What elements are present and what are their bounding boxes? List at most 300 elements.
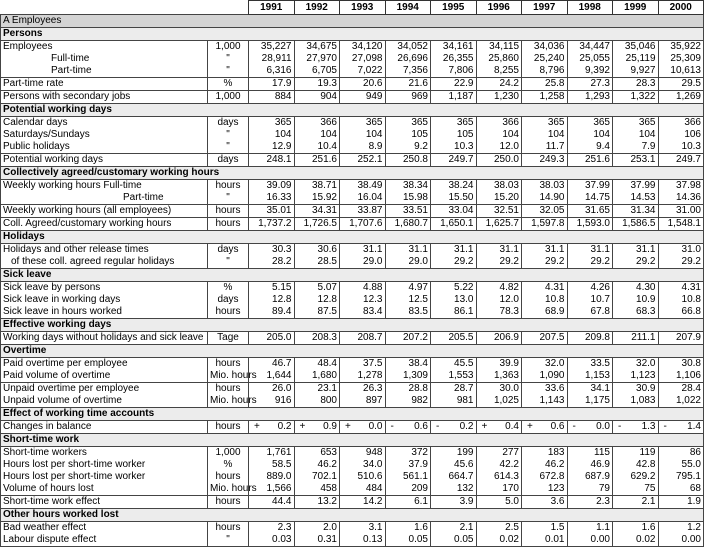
row-label: Working days without holidays and sick leave [1, 332, 208, 345]
section-title: Sick leave [1, 269, 704, 282]
value-cell: 4.26 [567, 282, 613, 295]
year-header: 1994 [385, 1, 431, 15]
value-cell: 29.2 [476, 256, 522, 269]
value-cell: 2.0 [294, 522, 340, 535]
value-cell: 28.4 [658, 383, 704, 396]
value-cell [476, 421, 522, 434]
value-cell: 8,255 [476, 65, 522, 78]
value-cell [658, 421, 704, 434]
value-cell: 1,269 [658, 91, 704, 104]
value-cell: 0.02 [613, 534, 659, 547]
table-row [1, 129, 704, 141]
value-cell [340, 421, 386, 434]
section-title: Short-time work [1, 434, 704, 447]
value-cell: 33.04 [431, 205, 477, 218]
table-row [1, 496, 704, 509]
value: 0.6 [414, 421, 428, 432]
section-header-row [1, 509, 704, 522]
value-cell: 78.3 [476, 306, 522, 319]
value-cell: 1,553 [431, 370, 477, 383]
value-cell: 38.34 [385, 180, 431, 193]
value-cell: 7,806 [431, 65, 477, 78]
value-cell: 32.05 [522, 205, 568, 218]
value-cell: 17.9 [249, 78, 295, 91]
value-cell: 1,293 [567, 91, 613, 104]
value-cell: 16.04 [340, 192, 386, 205]
value-cell: 29.2 [613, 256, 659, 269]
value-cell: 35,227 [249, 41, 295, 54]
value-cell: 249.7 [431, 154, 477, 167]
value-cell: 25,309 [658, 53, 704, 65]
value-cell: 5.0 [476, 496, 522, 509]
value-cell: 0.05 [431, 534, 477, 547]
value-cell: 14.75 [567, 192, 613, 205]
value-cell: 365 [340, 117, 386, 130]
table-row [1, 447, 704, 460]
value-cell: 3.1 [340, 522, 386, 535]
value-cell: 87.5 [294, 306, 340, 319]
value-cell: 211.1 [613, 332, 659, 345]
value-cell: 104 [613, 129, 659, 141]
section-title: Collectively agreed/customary working hours [1, 167, 704, 180]
value-cell: 614.3 [476, 471, 522, 483]
value-cell: 248.1 [249, 154, 295, 167]
value-cell: 1,625.7 [476, 218, 522, 231]
value-cell: 42.8 [613, 459, 659, 471]
value-cell: 208.7 [340, 332, 386, 345]
value-cell: 34,120 [340, 41, 386, 54]
value-cell: 38.4 [385, 358, 431, 371]
row-unit: % [208, 459, 249, 471]
value-cell: 34,447 [567, 41, 613, 54]
section-header-row [1, 434, 704, 447]
table-row [1, 65, 704, 78]
value-cell: 3.9 [431, 496, 477, 509]
year-header: 2000 [658, 1, 704, 15]
value-cell: 209 [385, 483, 431, 496]
sign: + [345, 421, 351, 432]
value-cell: 34,675 [294, 41, 340, 54]
value-cell: 1,593.0 [567, 218, 613, 231]
value-cell: 365 [567, 117, 613, 130]
value-cell: 37.99 [613, 180, 659, 193]
header-blank [208, 1, 249, 15]
value-cell: 86.1 [431, 306, 477, 319]
table-row [1, 471, 704, 483]
value-cell: 1,022 [658, 395, 704, 408]
main-section-title: A Employees [1, 15, 704, 28]
value-cell: 28.5 [294, 256, 340, 269]
value-cell: 12.3 [340, 294, 386, 306]
value-cell: 48.4 [294, 358, 340, 371]
value-cell: 6,705 [294, 65, 340, 78]
value-cell: 31.1 [385, 244, 431, 257]
value-cell [385, 421, 431, 434]
value-cell: 28.3 [613, 78, 659, 91]
value-cell: 30.0 [476, 383, 522, 396]
value-cell: 7.9 [613, 141, 659, 154]
section-header-row [1, 231, 704, 244]
value-cell: 12.5 [385, 294, 431, 306]
value-cell [567, 421, 613, 434]
value-cell: 37.99 [567, 180, 613, 193]
value-cell: 83.5 [385, 306, 431, 319]
row-unit: hours [208, 522, 249, 535]
year-header: 1991 [249, 1, 295, 15]
section-header-row [1, 319, 704, 332]
row-label: Short-time work effect [1, 496, 208, 509]
value-cell: 4.31 [658, 282, 704, 295]
value-cell: 207.5 [522, 332, 568, 345]
section-header-row [1, 269, 704, 282]
value: 0.9 [323, 421, 337, 432]
value-cell: 29.2 [658, 256, 704, 269]
header-blank [1, 1, 208, 15]
value-cell: 34,161 [431, 41, 477, 54]
value-cell: 30.6 [294, 244, 340, 257]
table-row [1, 395, 704, 408]
value-cell: 38.03 [522, 180, 568, 193]
value-cell: 25.8 [522, 78, 568, 91]
value-cell: 4.97 [385, 282, 431, 295]
value-cell: 31.1 [613, 244, 659, 257]
table-row [1, 294, 704, 306]
value-cell: 897 [340, 395, 386, 408]
value-cell: 916 [249, 395, 295, 408]
value-cell: 4.31 [522, 282, 568, 295]
value-cell: 2.1 [431, 522, 477, 535]
value-cell: 252.1 [340, 154, 386, 167]
value-cell: 33.51 [385, 205, 431, 218]
value-cell: 33.87 [340, 205, 386, 218]
value-cell: 25,860 [476, 53, 522, 65]
value-cell: 10.4 [294, 141, 340, 154]
value-cell: 251.6 [294, 154, 340, 167]
value-cell: 14.53 [613, 192, 659, 205]
value-cell: 2.5 [476, 522, 522, 535]
value-cell: 24.2 [476, 78, 522, 91]
section-header-row [1, 167, 704, 180]
value: 0.2 [459, 421, 474, 432]
value-cell: 800 [294, 395, 340, 408]
value-cell: 67.8 [567, 306, 613, 319]
main-section-row [1, 15, 704, 28]
value-cell: 0.00 [658, 534, 704, 547]
value-cell: 4.82 [476, 282, 522, 295]
value-cell: 12.8 [294, 294, 340, 306]
row-label: Part-time [1, 192, 208, 205]
value-cell: 10.7 [567, 294, 613, 306]
row-label: Saturdays/Sundays [1, 129, 208, 141]
value-cell: 35,046 [613, 41, 659, 54]
sign: - [436, 421, 440, 432]
sign: - [572, 421, 576, 432]
row-unit: days [208, 154, 249, 167]
value-cell: 484 [340, 483, 386, 496]
row-label: Unpaid overtime per employee [1, 383, 208, 396]
value-cell: 39.09 [249, 180, 295, 193]
value-cell: 31.65 [567, 205, 613, 218]
row-label: Hours lost per short-time worker [1, 471, 208, 483]
value-cell: 15.92 [294, 192, 340, 205]
value-cell: 0.05 [385, 534, 431, 547]
table-row [1, 192, 704, 205]
value-cell: 6.1 [385, 496, 431, 509]
table-row [1, 218, 704, 231]
value-cell: 249.3 [522, 154, 568, 167]
value-cell: 35,922 [658, 41, 704, 54]
row-label: Bad weather effect [1, 522, 208, 535]
value-cell: 23.1 [294, 383, 340, 396]
value-cell: 34,115 [476, 41, 522, 54]
value-cell: 68.3 [613, 306, 659, 319]
value-cell: 1,680 [294, 370, 340, 383]
value-cell: 106 [658, 129, 704, 141]
value-cell: 104 [249, 129, 295, 141]
table-row [1, 282, 704, 295]
value-cell: 8,796 [522, 65, 568, 78]
value-cell: 1,597.8 [522, 218, 568, 231]
value-cell: 28.2 [249, 256, 295, 269]
value-cell: 1.6 [385, 522, 431, 535]
value-cell: 981 [431, 395, 477, 408]
value-cell: 904 [294, 91, 340, 104]
value-cell: 38.03 [476, 180, 522, 193]
table-row [1, 383, 704, 396]
value-cell: 889.0 [249, 471, 295, 483]
value-cell: 55.0 [658, 459, 704, 471]
value-cell: 366 [476, 117, 522, 130]
row-unit: days [208, 244, 249, 257]
value-cell: 2.3 [567, 496, 613, 509]
year-header: 1999 [613, 1, 659, 15]
value-cell: 9.4 [567, 141, 613, 154]
value-cell: 5.07 [294, 282, 340, 295]
value-cell: 1,175 [567, 395, 613, 408]
value-cell: 0.13 [340, 534, 386, 547]
value-cell: 1,143 [522, 395, 568, 408]
value-cell: 207.2 [385, 332, 431, 345]
value-cell: 1,322 [613, 91, 659, 104]
value-cell: 6,316 [249, 65, 295, 78]
row-unit: days [208, 117, 249, 130]
table-row [1, 141, 704, 154]
section-header-row [1, 28, 704, 41]
value-cell: 1,707.6 [340, 218, 386, 231]
value-cell: 37.9 [385, 459, 431, 471]
sign: - [618, 421, 622, 432]
value-cell: 653 [294, 447, 340, 460]
value-cell: 33.5 [567, 358, 613, 371]
value-cell: 183 [522, 447, 568, 460]
value-cell: 10.9 [613, 294, 659, 306]
value-cell: 34.0 [340, 459, 386, 471]
value-cell: 46.9 [567, 459, 613, 471]
section-title: Effective working days [1, 319, 704, 332]
row-label: Hours lost per short-time worker [1, 459, 208, 471]
value-cell: 21.6 [385, 78, 431, 91]
row-unit: " [208, 534, 249, 547]
row-unit: " [208, 65, 249, 78]
row-label: Weekly working hours Full-time [1, 180, 208, 193]
value-cell: 15.20 [476, 192, 522, 205]
value-cell: 10.8 [522, 294, 568, 306]
value-cell: 948 [340, 447, 386, 460]
value-cell: 365 [522, 117, 568, 130]
value-cell: 68 [658, 483, 704, 496]
value-cell: 119 [613, 447, 659, 460]
year-header: 1993 [340, 1, 386, 15]
table-row [1, 421, 704, 434]
row-unit: hours [208, 383, 249, 396]
table-row [1, 522, 704, 535]
value-cell: 28,911 [249, 53, 295, 65]
value-cell: 104 [476, 129, 522, 141]
value-cell: 4.88 [340, 282, 386, 295]
value-cell [249, 421, 295, 434]
row-unit: " [208, 129, 249, 141]
value-cell: 372 [385, 447, 431, 460]
row-label: Volume of hours lost [1, 483, 208, 496]
row-label: Sick leave in hours worked [1, 306, 208, 319]
value-cell: 1,230 [476, 91, 522, 104]
row-label: Labour dispute effect [1, 534, 208, 547]
value-cell [613, 421, 659, 434]
value-cell: 982 [385, 395, 431, 408]
value-cell: 9.2 [385, 141, 431, 154]
value-cell: 83.4 [340, 306, 386, 319]
table-row [1, 358, 704, 371]
table-row [1, 370, 704, 383]
value-cell: 253.1 [613, 154, 659, 167]
value-cell: 44.4 [249, 496, 295, 509]
value-cell: 27,970 [294, 53, 340, 65]
value-cell: 5.22 [431, 282, 477, 295]
value-cell: 10.3 [431, 141, 477, 154]
value-cell: 1,090 [522, 370, 568, 383]
value-cell: 38.71 [294, 180, 340, 193]
section-title: Persons [1, 28, 704, 41]
value-cell: 629.2 [613, 471, 659, 483]
section-title: Potential working days [1, 104, 704, 117]
value-cell: 0.31 [294, 534, 340, 547]
sign: - [663, 421, 667, 432]
value-cell: 9,927 [613, 65, 659, 78]
value-cell: 1,644 [249, 370, 295, 383]
table-row [1, 459, 704, 471]
value-cell: 79 [567, 483, 613, 496]
value-cell: 104 [340, 129, 386, 141]
value-cell: 1,187 [431, 91, 477, 104]
value-cell: 1,586.5 [613, 218, 659, 231]
row-label: Short-time workers [1, 447, 208, 460]
value-cell: 34,052 [385, 41, 431, 54]
value-cell: 25,240 [522, 53, 568, 65]
value-cell: 1,258 [522, 91, 568, 104]
row-label: Changes in balance [1, 421, 208, 434]
section-title: Other hours worked lost [1, 509, 704, 522]
value-cell: 26,696 [385, 53, 431, 65]
value-cell: 0.03 [249, 534, 295, 547]
value-cell: 458 [294, 483, 340, 496]
value-cell: 31.00 [658, 205, 704, 218]
row-unit: Mio. hours [208, 483, 249, 496]
value-cell: 365 [431, 117, 477, 130]
table-row [1, 91, 704, 104]
value-cell: 207.9 [658, 332, 704, 345]
value-cell: 25,055 [567, 53, 613, 65]
value-cell: 29.2 [522, 256, 568, 269]
value: 1.3 [641, 421, 656, 432]
value-cell: 37.98 [658, 180, 704, 193]
value-cell: 26.0 [249, 383, 295, 396]
value-cell: 2.3 [249, 522, 295, 535]
value-cell: 687.9 [567, 471, 613, 483]
value-cell: 31.34 [613, 205, 659, 218]
value-cell: 208.3 [294, 332, 340, 345]
value-cell: 42.2 [476, 459, 522, 471]
value-cell: 38.24 [431, 180, 477, 193]
row-unit: hours [208, 421, 249, 434]
value-cell: 115 [567, 447, 613, 460]
row-unit: 1,000 [208, 447, 249, 460]
value-cell: 2.1 [613, 496, 659, 509]
sign: + [299, 421, 306, 432]
value-cell: 16.33 [249, 192, 295, 205]
row-unit: hours [208, 205, 249, 218]
value-cell: 8.9 [340, 141, 386, 154]
value: 0.6 [550, 421, 565, 432]
year-header: 1995 [431, 1, 477, 15]
value-cell: 45.5 [431, 358, 477, 371]
value-cell: 969 [385, 91, 431, 104]
value-cell: 170 [476, 483, 522, 496]
table-row [1, 205, 704, 218]
value-cell: 28.8 [385, 383, 431, 396]
row-unit: 1,000 [208, 41, 249, 54]
value-cell: 1.9 [658, 496, 704, 509]
value-cell: 33.6 [522, 383, 568, 396]
value-cell: 1,025 [476, 395, 522, 408]
value-cell: 104 [567, 129, 613, 141]
row-unit: Mio. hours [208, 370, 249, 383]
year-header: 1997 [522, 1, 568, 15]
value-cell: 1.6 [613, 522, 659, 535]
value: 0.0 [596, 421, 610, 432]
value-cell: 30.3 [249, 244, 295, 257]
value-cell: 209.8 [567, 332, 613, 345]
value-cell: 27.3 [567, 78, 613, 91]
value-cell: 68.9 [522, 306, 568, 319]
row-unit: Mio. hours [208, 395, 249, 408]
value-cell: 365 [249, 117, 295, 130]
value-cell: 27,098 [340, 53, 386, 65]
value-cell: 31.1 [340, 244, 386, 257]
value-cell: 11.7 [522, 141, 568, 154]
table-row [1, 332, 704, 345]
value-cell: 0.00 [567, 534, 613, 547]
row-unit: " [208, 256, 249, 269]
row-unit: " [208, 141, 249, 154]
value-cell: 10.3 [658, 141, 704, 154]
value: 0.4 [505, 421, 519, 432]
value-cell: 561.1 [385, 471, 431, 483]
value-cell: 672.8 [522, 471, 568, 483]
value-cell: 46.2 [522, 459, 568, 471]
sign: - [390, 421, 394, 432]
value-cell: 884 [249, 91, 295, 104]
row-label: Sick leave in working days [1, 294, 208, 306]
